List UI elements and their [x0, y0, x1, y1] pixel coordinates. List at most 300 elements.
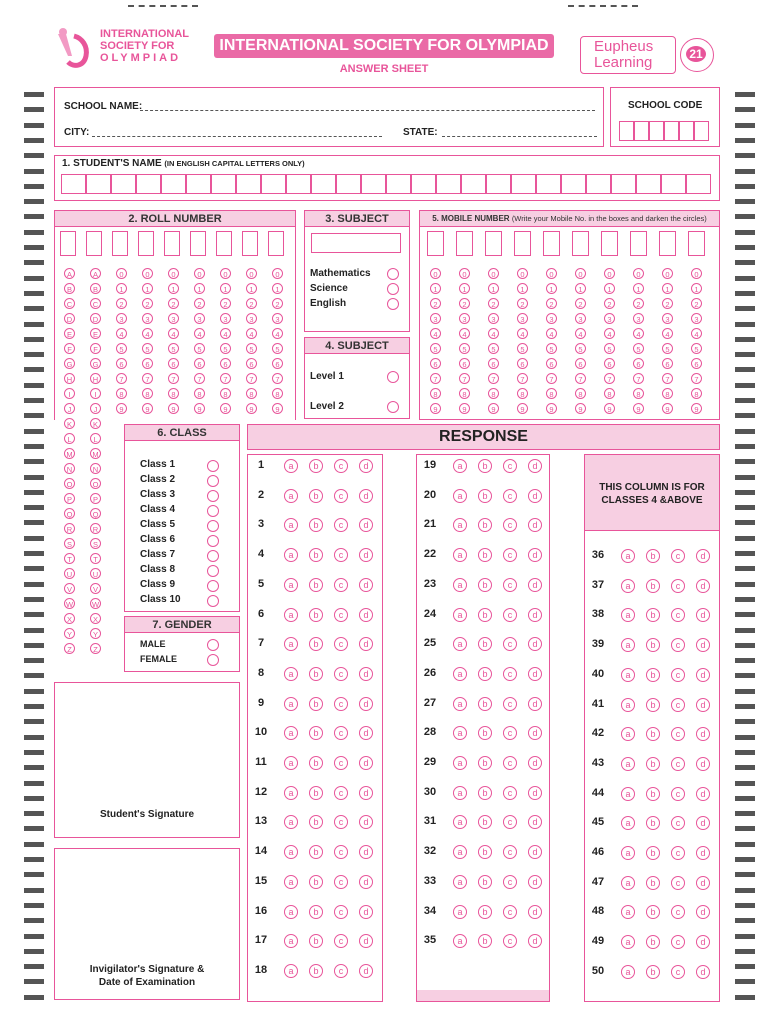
roll-digit-bubble[interactable]: 2: [246, 298, 257, 309]
answer-bubble-c[interactable]: c: [671, 668, 685, 682]
mobile-digit-bubble[interactable]: 3: [691, 313, 702, 324]
answer-bubble-d[interactable]: d: [359, 845, 373, 859]
answer-bubble-c[interactable]: c: [334, 786, 348, 800]
roll-letter-bubble[interactable]: R: [90, 523, 101, 534]
mobile-digit-bubble[interactable]: 6: [575, 358, 586, 369]
answer-bubble-d[interactable]: d: [359, 518, 373, 532]
answer-bubble-a[interactable]: a: [621, 787, 635, 801]
answer-bubble-d[interactable]: d: [528, 934, 542, 948]
roll-digit-bubble[interactable]: 6: [272, 358, 283, 369]
answer-bubble-a[interactable]: a: [453, 578, 467, 592]
answer-bubble-b[interactable]: b: [309, 608, 323, 622]
answer-bubble-d[interactable]: d: [528, 697, 542, 711]
class-option-radio[interactable]: [207, 565, 219, 577]
answer-bubble-d[interactable]: d: [696, 965, 710, 979]
answer-bubble-a[interactable]: a: [284, 756, 298, 770]
roll-digit-bubble[interactable]: 8: [168, 388, 179, 399]
roll-digit-bubble[interactable]: 1: [220, 283, 231, 294]
roll-digit-bubble[interactable]: 3: [220, 313, 231, 324]
answer-bubble-d[interactable]: d: [696, 935, 710, 949]
roll-letter-bubble[interactable]: U: [90, 568, 101, 579]
roll-letter-bubble[interactable]: A: [90, 268, 101, 279]
mobile-digit-bubble[interactable]: 7: [575, 373, 586, 384]
roll-digit-bubble[interactable]: 2: [272, 298, 283, 309]
mobile-digit-bubble[interactable]: 3: [662, 313, 673, 324]
roll-letter-bubble[interactable]: S: [64, 538, 75, 549]
answer-bubble-d[interactable]: d: [528, 608, 542, 622]
answer-bubble-d[interactable]: d: [359, 637, 373, 651]
roll-digit-bubble[interactable]: 8: [246, 388, 257, 399]
mobile-digit-bubble[interactable]: 6: [430, 358, 441, 369]
mobile-digit-bubble[interactable]: 1: [488, 283, 499, 294]
roll-digit-bubble[interactable]: 1: [116, 283, 127, 294]
school-code-cell[interactable]: [679, 121, 694, 141]
roll-letter-bubble[interactable]: B: [90, 283, 101, 294]
roll-letter-bubble[interactable]: W: [65, 600, 74, 609]
answer-bubble-b[interactable]: b: [309, 697, 323, 711]
roll-letter-bubble[interactable]: O: [64, 478, 75, 489]
school-name-field[interactable]: [140, 110, 595, 111]
answer-bubble-c[interactable]: c: [671, 846, 685, 860]
answer-bubble-b[interactable]: b: [646, 876, 660, 890]
answer-bubble-a[interactable]: a: [284, 905, 298, 919]
answer-bubble-d[interactable]: d: [696, 727, 710, 741]
roll-digit-bubble[interactable]: 6: [246, 358, 257, 369]
answer-bubble-b[interactable]: b: [478, 726, 492, 740]
answer-bubble-a[interactable]: a: [284, 697, 298, 711]
answer-bubble-b[interactable]: b: [478, 934, 492, 948]
roll-letter-bubble[interactable]: K: [90, 418, 101, 429]
roll-letter-bubble[interactable]: N: [64, 463, 75, 474]
answer-bubble-b[interactable]: b: [309, 845, 323, 859]
name-letter-cell[interactable]: [486, 174, 511, 194]
roll-digit-bubble[interactable]: 7: [272, 373, 283, 384]
answer-bubble-d[interactable]: d: [359, 786, 373, 800]
roll-letter-bubble[interactable]: Z: [64, 643, 75, 654]
roll-digit-bubble[interactable]: 7: [142, 373, 153, 384]
answer-bubble-d[interactable]: d: [359, 875, 373, 889]
answer-bubble-c[interactable]: c: [503, 934, 517, 948]
mobile-digit-bubble[interactable]: 4: [633, 328, 644, 339]
roll-letter-bubble[interactable]: V: [90, 583, 101, 594]
mobile-digit-bubble[interactable]: 3: [575, 313, 586, 324]
mobile-digit-bubble[interactable]: 8: [459, 388, 470, 399]
roll-letter-bubble[interactable]: Z: [90, 643, 101, 654]
roll-letter-bubble[interactable]: D: [90, 313, 101, 324]
mobile-digit-bubble[interactable]: 9: [430, 403, 441, 414]
answer-bubble-a[interactable]: a: [621, 905, 635, 919]
roll-letter-bubble[interactable]: B: [64, 283, 75, 294]
answer-bubble-d[interactable]: d: [359, 697, 373, 711]
answer-bubble-b[interactable]: b: [478, 608, 492, 622]
roll-digit-bubble[interactable]: 5: [220, 343, 231, 354]
answer-bubble-d[interactable]: d: [696, 549, 710, 563]
roll-digit-bubble[interactable]: 6: [142, 358, 153, 369]
answer-bubble-a[interactable]: a: [621, 816, 635, 830]
roll-digit-bubble[interactable]: 2: [220, 298, 231, 309]
mobile-digit-bubble[interactable]: 0: [488, 268, 499, 279]
school-code-cell[interactable]: [694, 121, 709, 141]
mobile-digit-bubble[interactable]: 6: [662, 358, 673, 369]
answer-bubble-d[interactable]: d: [528, 667, 542, 681]
level-option-radio[interactable]: [387, 401, 399, 413]
roll-letter-bubble[interactable]: F: [64, 343, 75, 354]
mobile-digit-bubble[interactable]: 5: [575, 343, 586, 354]
roll-digit-bubble[interactable]: 5: [194, 343, 205, 354]
roll-digit-bubble[interactable]: 5: [246, 343, 257, 354]
answer-bubble-d[interactable]: d: [696, 787, 710, 801]
answer-bubble-c[interactable]: c: [334, 845, 348, 859]
class-option-radio[interactable]: [207, 595, 219, 607]
roll-write-box[interactable]: [216, 231, 232, 256]
mobile-digit-bubble[interactable]: 5: [662, 343, 673, 354]
mobile-digit-bubble[interactable]: 7: [546, 373, 557, 384]
answer-bubble-b[interactable]: b: [646, 905, 660, 919]
roll-letter-bubble[interactable]: Y: [64, 628, 75, 639]
answer-bubble-a[interactable]: a: [284, 786, 298, 800]
mobile-write-box[interactable]: [543, 231, 560, 256]
name-letter-cell[interactable]: [111, 174, 136, 194]
roll-digit-bubble[interactable]: 0: [220, 268, 231, 279]
roll-digit-bubble[interactable]: 9: [194, 403, 205, 414]
answer-bubble-d[interactable]: d: [359, 459, 373, 473]
answer-bubble-c[interactable]: c: [671, 727, 685, 741]
answer-bubble-a[interactable]: a: [284, 845, 298, 859]
answer-bubble-a[interactable]: a: [453, 845, 467, 859]
answer-bubble-a[interactable]: a: [284, 934, 298, 948]
roll-digit-bubble[interactable]: 7: [194, 373, 205, 384]
mobile-digit-bubble[interactable]: 7: [430, 373, 441, 384]
subject-write-box[interactable]: [311, 233, 401, 253]
answer-bubble-d[interactable]: d: [696, 638, 710, 652]
answer-bubble-d[interactable]: d: [696, 579, 710, 593]
roll-digit-bubble[interactable]: 2: [194, 298, 205, 309]
answer-bubble-a[interactable]: a: [621, 698, 635, 712]
answer-bubble-a[interactable]: a: [453, 489, 467, 503]
answer-bubble-d[interactable]: d: [528, 489, 542, 503]
answer-bubble-a[interactable]: a: [453, 726, 467, 740]
answer-bubble-d[interactable]: d: [528, 815, 542, 829]
roll-digit-bubble[interactable]: 4: [220, 328, 231, 339]
mobile-digit-bubble[interactable]: 6: [604, 358, 615, 369]
mobile-digit-bubble[interactable]: 4: [575, 328, 586, 339]
name-letter-cell[interactable]: [236, 174, 261, 194]
answer-bubble-b[interactable]: b: [309, 905, 323, 919]
roll-digit-bubble[interactable]: 5: [116, 343, 127, 354]
answer-bubble-b[interactable]: b: [309, 726, 323, 740]
answer-bubble-c[interactable]: c: [503, 845, 517, 859]
roll-digit-bubble[interactable]: 6: [116, 358, 127, 369]
mobile-write-box[interactable]: [688, 231, 705, 256]
roll-letter-bubble[interactable]: M: [90, 448, 101, 459]
answer-bubble-b[interactable]: b: [646, 816, 660, 830]
answer-bubble-a[interactable]: a: [621, 579, 635, 593]
roll-digit-bubble[interactable]: 9: [246, 403, 257, 414]
answer-bubble-b[interactable]: b: [646, 579, 660, 593]
roll-digit-bubble[interactable]: 5: [168, 343, 179, 354]
answer-bubble-c[interactable]: c: [503, 518, 517, 532]
mobile-digit-bubble[interactable]: 5: [691, 343, 702, 354]
mobile-digit-bubble[interactable]: 7: [662, 373, 673, 384]
answer-bubble-a[interactable]: a: [284, 667, 298, 681]
answer-bubble-b[interactable]: b: [309, 815, 323, 829]
roll-letter-bubble[interactable]: O: [90, 478, 101, 489]
answer-bubble-c[interactable]: c: [503, 697, 517, 711]
roll-digit-bubble[interactable]: 3: [142, 313, 153, 324]
answer-bubble-a[interactable]: a: [284, 548, 298, 562]
answer-bubble-c[interactable]: c: [671, 549, 685, 563]
answer-bubble-b[interactable]: b: [309, 578, 323, 592]
mobile-digit-bubble[interactable]: 8: [430, 388, 441, 399]
answer-bubble-c[interactable]: c: [334, 726, 348, 740]
answer-bubble-b[interactable]: b: [309, 667, 323, 681]
mobile-digit-bubble[interactable]: 2: [459, 298, 470, 309]
roll-digit-bubble[interactable]: 8: [194, 388, 205, 399]
answer-bubble-c[interactable]: c: [334, 459, 348, 473]
mobile-digit-bubble[interactable]: 3: [517, 313, 528, 324]
city-field[interactable]: [92, 136, 382, 137]
name-letter-cell[interactable]: [461, 174, 486, 194]
roll-write-box[interactable]: [190, 231, 206, 256]
roll-letter-bubble[interactable]: C: [90, 298, 101, 309]
answer-bubble-d[interactable]: d: [528, 459, 542, 473]
mobile-digit-bubble[interactable]: 4: [604, 328, 615, 339]
mobile-digit-bubble[interactable]: 1: [546, 283, 557, 294]
name-letter-cell[interactable]: [586, 174, 611, 194]
mobile-digit-bubble[interactable]: 7: [459, 373, 470, 384]
answer-bubble-b[interactable]: b: [478, 697, 492, 711]
school-code-cell[interactable]: [664, 121, 679, 141]
mobile-digit-bubble[interactable]: 0: [691, 268, 702, 279]
answer-bubble-b[interactable]: b: [309, 875, 323, 889]
name-letter-cell[interactable]: [211, 174, 236, 194]
answer-bubble-a[interactable]: a: [453, 459, 467, 473]
answer-bubble-a[interactable]: a: [284, 518, 298, 532]
roll-write-box[interactable]: [242, 231, 258, 256]
name-letter-cell[interactable]: [536, 174, 561, 194]
answer-bubble-c[interactable]: c: [503, 905, 517, 919]
mobile-digit-bubble[interactable]: 6: [517, 358, 528, 369]
answer-bubble-a[interactable]: a: [284, 637, 298, 651]
answer-bubble-d[interactable]: d: [528, 786, 542, 800]
answer-bubble-d[interactable]: d: [528, 756, 542, 770]
roll-letter-bubble[interactable]: Q: [64, 508, 75, 519]
class-option-radio[interactable]: [207, 535, 219, 547]
answer-bubble-b[interactable]: b: [478, 637, 492, 651]
mobile-digit-bubble[interactable]: 0: [575, 268, 586, 279]
answer-bubble-a[interactable]: a: [453, 934, 467, 948]
mobile-digit-bubble[interactable]: 8: [604, 388, 615, 399]
answer-bubble-b[interactable]: b: [478, 667, 492, 681]
answer-bubble-d[interactable]: d: [696, 876, 710, 890]
name-letter-cell[interactable]: [636, 174, 661, 194]
answer-bubble-a[interactable]: a: [621, 876, 635, 890]
answer-bubble-c[interactable]: c: [334, 548, 348, 562]
roll-digit-bubble[interactable]: 0: [194, 268, 205, 279]
roll-digit-bubble[interactable]: 5: [272, 343, 283, 354]
mobile-digit-bubble[interactable]: 7: [633, 373, 644, 384]
mobile-digit-bubble[interactable]: 1: [575, 283, 586, 294]
name-letter-cell[interactable]: [661, 174, 686, 194]
roll-digit-bubble[interactable]: 8: [272, 388, 283, 399]
class-option-radio[interactable]: [207, 505, 219, 517]
roll-letter-bubble[interactable]: N: [90, 463, 101, 474]
answer-bubble-d[interactable]: d: [528, 518, 542, 532]
mobile-digit-bubble[interactable]: 0: [546, 268, 557, 279]
name-letter-cell[interactable]: [311, 174, 336, 194]
mobile-write-box[interactable]: [485, 231, 502, 256]
mobile-digit-bubble[interactable]: 7: [488, 373, 499, 384]
roll-digit-bubble[interactable]: 0: [142, 268, 153, 279]
mobile-digit-bubble[interactable]: 2: [691, 298, 702, 309]
mobile-digit-bubble[interactable]: 1: [517, 283, 528, 294]
answer-bubble-d[interactable]: d: [528, 637, 542, 651]
answer-bubble-c[interactable]: c: [671, 757, 685, 771]
mobile-digit-bubble[interactable]: 9: [633, 403, 644, 414]
roll-digit-bubble[interactable]: 1: [246, 283, 257, 294]
mobile-digit-bubble[interactable]: 9: [517, 403, 528, 414]
roll-letter-bubble[interactable]: T: [90, 553, 101, 564]
answer-bubble-a[interactable]: a: [621, 668, 635, 682]
answer-bubble-b[interactable]: b: [309, 964, 323, 978]
mobile-digit-bubble[interactable]: 6: [633, 358, 644, 369]
roll-digit-bubble[interactable]: 0: [116, 268, 127, 279]
roll-digit-bubble[interactable]: 1: [168, 283, 179, 294]
answer-bubble-c[interactable]: c: [334, 667, 348, 681]
mobile-digit-bubble[interactable]: 1: [430, 283, 441, 294]
mobile-digit-bubble[interactable]: 2: [575, 298, 586, 309]
mobile-digit-bubble[interactable]: 3: [430, 313, 441, 324]
answer-bubble-b[interactable]: b: [646, 965, 660, 979]
roll-digit-bubble[interactable]: 1: [194, 283, 205, 294]
answer-bubble-a[interactable]: a: [284, 608, 298, 622]
roll-letter-bubble[interactable]: I: [64, 388, 75, 399]
answer-bubble-a[interactable]: a: [453, 697, 467, 711]
answer-bubble-d[interactable]: d: [359, 726, 373, 740]
roll-digit-bubble[interactable]: 5: [142, 343, 153, 354]
answer-bubble-d[interactable]: d: [696, 757, 710, 771]
school-code-cell[interactable]: [619, 121, 634, 141]
mobile-digit-bubble[interactable]: 3: [604, 313, 615, 324]
answer-bubble-b[interactable]: b: [309, 489, 323, 503]
mobile-digit-bubble[interactable]: 1: [633, 283, 644, 294]
roll-letter-bubble[interactable]: V: [64, 583, 75, 594]
mobile-digit-bubble[interactable]: 9: [459, 403, 470, 414]
class-option-radio[interactable]: [207, 580, 219, 592]
mobile-digit-bubble[interactable]: 9: [488, 403, 499, 414]
roll-letter-bubble[interactable]: K: [64, 418, 75, 429]
answer-bubble-c[interactable]: c: [503, 608, 517, 622]
roll-letter-bubble[interactable]: C: [64, 298, 75, 309]
name-letter-cell[interactable]: [61, 174, 86, 194]
name-letter-cell[interactable]: [286, 174, 311, 194]
answer-bubble-d[interactable]: d: [696, 668, 710, 682]
answer-bubble-b[interactable]: b: [478, 548, 492, 562]
answer-bubble-c[interactable]: c: [334, 934, 348, 948]
answer-bubble-d[interactable]: d: [528, 726, 542, 740]
answer-bubble-d[interactable]: d: [359, 489, 373, 503]
name-letter-cell[interactable]: [136, 174, 161, 194]
mobile-digit-bubble[interactable]: 8: [517, 388, 528, 399]
roll-letter-bubble[interactable]: X: [64, 613, 75, 624]
answer-bubble-a[interactable]: a: [284, 489, 298, 503]
answer-bubble-b[interactable]: b: [478, 786, 492, 800]
answer-bubble-a[interactable]: a: [453, 637, 467, 651]
mobile-digit-bubble[interactable]: 2: [633, 298, 644, 309]
answer-bubble-c[interactable]: c: [671, 965, 685, 979]
roll-digit-bubble[interactable]: 8: [220, 388, 231, 399]
roll-write-box[interactable]: [138, 231, 154, 256]
roll-letter-bubble[interactable]: S: [90, 538, 101, 549]
mobile-digit-bubble[interactable]: 2: [546, 298, 557, 309]
answer-bubble-b[interactable]: b: [478, 845, 492, 859]
mobile-digit-bubble[interactable]: 2: [488, 298, 499, 309]
roll-letter-bubble[interactable]: L: [90, 433, 101, 444]
roll-digit-bubble[interactable]: 7: [168, 373, 179, 384]
mobile-write-box[interactable]: [456, 231, 473, 256]
roll-digit-bubble[interactable]: 2: [142, 298, 153, 309]
mobile-digit-bubble[interactable]: 5: [546, 343, 557, 354]
mobile-digit-bubble[interactable]: 0: [517, 268, 528, 279]
answer-bubble-b[interactable]: b: [478, 489, 492, 503]
mobile-write-box[interactable]: [659, 231, 676, 256]
mobile-write-box[interactable]: [427, 231, 444, 256]
roll-digit-bubble[interactable]: 6: [168, 358, 179, 369]
answer-bubble-d[interactable]: d: [696, 846, 710, 860]
answer-bubble-b[interactable]: b: [646, 698, 660, 712]
mobile-digit-bubble[interactable]: 6: [459, 358, 470, 369]
roll-letter-bubble[interactable]: J: [64, 403, 75, 414]
answer-bubble-d[interactable]: d: [359, 608, 373, 622]
answer-bubble-d[interactable]: d: [359, 934, 373, 948]
roll-digit-bubble[interactable]: 8: [142, 388, 153, 399]
subject-option-radio[interactable]: [387, 268, 399, 280]
roll-letter-bubble[interactable]: H: [64, 373, 75, 384]
gender-option-radio[interactable]: [207, 639, 219, 651]
class-option-radio[interactable]: [207, 490, 219, 502]
roll-letter-bubble[interactable]: A: [64, 268, 75, 279]
mobile-digit-bubble[interactable]: 0: [662, 268, 673, 279]
answer-bubble-a[interactable]: a: [284, 875, 298, 889]
mobile-digit-bubble[interactable]: 7: [604, 373, 615, 384]
answer-bubble-d[interactable]: d: [528, 548, 542, 562]
roll-write-box[interactable]: [112, 231, 128, 256]
answer-bubble-c[interactable]: c: [334, 518, 348, 532]
answer-bubble-b[interactable]: b: [309, 459, 323, 473]
roll-digit-bubble[interactable]: 6: [194, 358, 205, 369]
mobile-digit-bubble[interactable]: 3: [546, 313, 557, 324]
answer-bubble-c[interactable]: c: [671, 698, 685, 712]
answer-bubble-a[interactable]: a: [453, 667, 467, 681]
mobile-digit-bubble[interactable]: 1: [459, 283, 470, 294]
mobile-digit-bubble[interactable]: 0: [604, 268, 615, 279]
answer-bubble-d[interactable]: d: [528, 845, 542, 859]
answer-bubble-d[interactable]: d: [359, 667, 373, 681]
roll-digit-bubble[interactable]: 3: [272, 313, 283, 324]
answer-bubble-a[interactable]: a: [621, 965, 635, 979]
answer-bubble-d[interactable]: d: [359, 756, 373, 770]
roll-letter-bubble[interactable]: Y: [90, 628, 101, 639]
answer-bubble-a[interactable]: a: [453, 875, 467, 889]
roll-write-box[interactable]: [86, 231, 102, 256]
mobile-digit-bubble[interactable]: 4: [546, 328, 557, 339]
class-option-radio[interactable]: [207, 550, 219, 562]
mobile-digit-bubble[interactable]: 5: [488, 343, 499, 354]
class-option-radio[interactable]: [207, 520, 219, 532]
answer-bubble-d[interactable]: d: [359, 905, 373, 919]
answer-bubble-a[interactable]: a: [453, 518, 467, 532]
answer-bubble-b[interactable]: b: [478, 815, 492, 829]
